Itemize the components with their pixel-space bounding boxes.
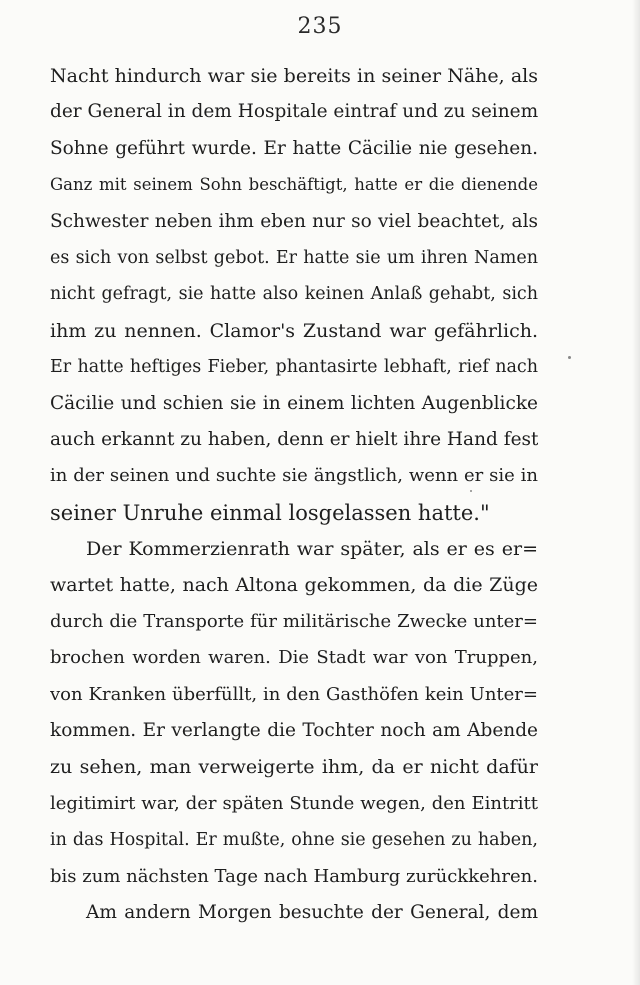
text-line: Am andern Morgen besuchte der General, dem <box>86 901 538 923</box>
text-line: brochen worden waren. Die Stadt war von Truppen, <box>50 647 538 669</box>
text-line: in der seinen und suchte sie ängstlich, wenn er sie in <box>50 465 538 487</box>
text-line: ihm zu nennen. Clamor's Zustand war gefährlich. <box>50 319 538 342</box>
text-line: bis zum nächsten Tage nach Hamburg zurückkehren. <box>50 865 538 887</box>
text-line: Sohne geführt wurde. Er hatte Cäcilie nie gesehen. <box>50 137 538 159</box>
body-text <box>50 58 538 931</box>
text-line: Schwester neben ihm eben nur so viel beachtet, als <box>50 210 538 232</box>
text-line: Cäcilie und schien sie in einem lichten Augenblicke <box>50 392 538 414</box>
text-line: kommen. Er verlangte die Tochter noch am Abende <box>50 720 538 742</box>
text-line: Nacht hindurch war sie bereits in seiner Nähe, als <box>50 65 538 87</box>
paragraph-1 <box>50 58 538 531</box>
text-line: es sich von selbst gebot. Er hatte sie um ihren Namen <box>50 247 538 268</box>
paper-speck <box>568 356 571 359</box>
text-line: Er hatte heftiges Fieber, phantasirte lebhaft, rief nach <box>50 357 538 378</box>
text-line: auch erkannt zu haben, denn er hielt ihre Hand fest <box>50 428 538 450</box>
text-line: von Kranken überfüllt, in den Gasthöfen kein Unter= <box>50 683 538 705</box>
text-line: legitimirt war, der späten Stunde wegen, den Eintritt <box>50 792 538 814</box>
paragraph-2 <box>50 531 538 895</box>
paragraph-3 <box>50 895 538 931</box>
text-line: Ganz mit seinem Sohn beschäftigt, hatte er die dienende <box>50 175 538 195</box>
text-line: in das Hospital. Er mußte, ohne sie gesehen zu haben, <box>50 830 538 851</box>
text-line: nicht gefragt, sie hatte also keinen Anlaß gehabt, sich <box>50 284 538 305</box>
text-line: Der Kommerzienrath war später, als er es er= <box>86 538 538 561</box>
text-line: durch die Transporte für militärische Zwecke unter= <box>50 610 538 632</box>
text-line: wartet hatte, nach Altona gekommen, da die Züge <box>50 574 538 597</box>
text-line: der General in dem Hospitale eintraf und zu seinem <box>50 101 538 123</box>
text-line: zu sehen, man verweigerte ihm, da er nicht dafür <box>50 756 538 779</box>
text-line: seiner Unruhe einmal losgelassen hatte." <box>50 500 490 525</box>
page-edge-shadow <box>632 0 640 985</box>
page-number: 235 <box>297 14 343 39</box>
paper-speck <box>470 490 472 492</box>
